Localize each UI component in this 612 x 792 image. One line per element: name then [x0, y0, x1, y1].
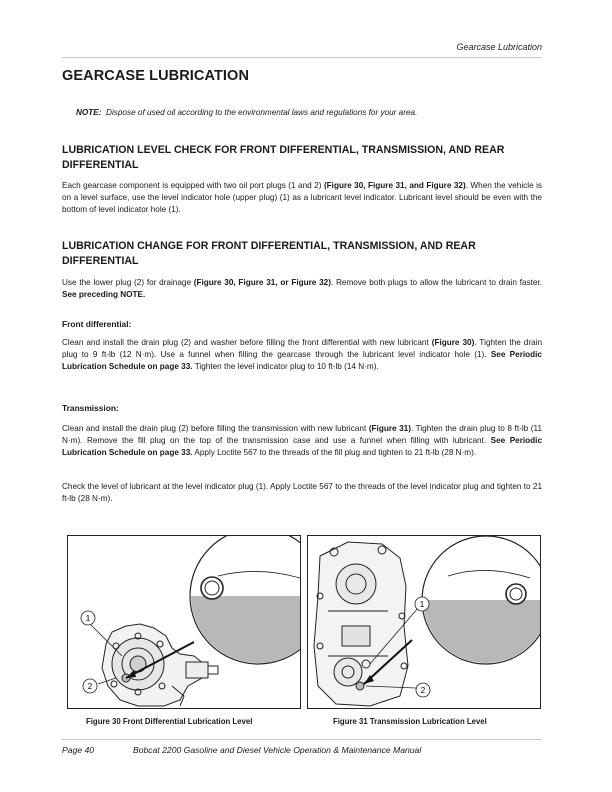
figure-reference: (Figure 31) [368, 424, 411, 433]
section2-heading: LUBRICATION CHANGE FOR FRONT DIFFERENTIAL, TRANSMISSION, AND REAR DIFFERENTIAL [62, 240, 476, 267]
schedule-reference: See Periodic Lubrication Schedule on page 33. [62, 350, 542, 371]
figure-31-illustration [307, 535, 541, 709]
header-rule [62, 57, 542, 58]
figure-31-caption: Figure 31 Transmission Lubrication Level [333, 717, 487, 726]
note-label: NOTE: [76, 108, 102, 117]
front-differential-drawing [68, 536, 300, 708]
callout-1: 1 [419, 600, 425, 609]
text-run: Clean and install the drain plug (2) before filling the transmission with new lubricant [62, 424, 369, 433]
transmission-heading: Transmission: [62, 403, 119, 413]
footer-manual-title: Bobcat 2200 Gasoline and Diesel Vehicle Operation & Maintenance Manual [133, 745, 422, 755]
section2-paragraph [62, 277, 542, 301]
footer-page-number: Page 40 [62, 745, 95, 755]
note-text: Dispose of used oil according to the environmental laws and regulations for your area. [106, 108, 418, 117]
figure-30-illustration [67, 535, 301, 709]
section1-heading: LUBRICATION LEVEL CHECK FOR FRONT DIFFERENTIAL, TRANSMISSION, AND REAR DIFFERENTIAL [62, 144, 505, 171]
footer-rule [62, 739, 542, 740]
front-differential-paragraph [62, 337, 542, 373]
section1-paragraph [62, 180, 542, 216]
figure-reference: (Figure 30, Figure 31, or Figure 32) [193, 278, 331, 287]
text-run: Clean and install the drain plug (2) and washer before filling the front differential with new lubricant [62, 338, 432, 347]
text-run: . Tighten the drain plug to 8 ft-lb (11 N·m). Remove the fill plug on the top of the transmission case and use a funnel when filling with lubricant. [62, 424, 542, 445]
transmission-drawing [308, 536, 540, 708]
text-run: . When the vehicle is on a level surface, use the level indicator hole (upper plug) (1) as a lubricant level indicator. Lubricant level should be even with the bottom of level indicator hole (1). [62, 181, 542, 214]
figure-30-caption: Figure 30 Front Differential Lubrication Level [86, 717, 253, 726]
text-run: Tighten the level indicator plug to 10 ft-lb (14 N·m). [192, 362, 379, 371]
front-differential-heading: Front differential: [62, 319, 132, 329]
check-level-paragraph: Check the level of lubricant at the level indicator plug (1). Apply Loctite 567 to the threads of the level indicator plug and tighten to 21 ft-lb (28 N·m). [62, 482, 542, 503]
text-run: Apply Loctite 567 to the threads of the fill plug and tighten to 21 ft-lb (28 N·m). [192, 448, 477, 457]
text-run: Each gearcase component is equipped with two oil port plugs (1 and 2) [62, 181, 324, 190]
page-title: GEARCASE LUBRICATION [62, 68, 250, 84]
text-run: . Tighten the drain plug to 9 ft-lb (12 N·m). Use a funnel when filling the gearcase through the lubricant level indicator hole (1). [62, 338, 543, 359]
text-run: Use the lower plug (2) for drainage [62, 278, 194, 287]
running-head: Gearcase Lubrication [456, 42, 542, 52]
figure-reference: (Figure 30, Figure 31, and Figure 32) [323, 181, 466, 190]
schedule-reference: See Periodic Lubrication Schedule on page 33. [62, 436, 542, 457]
note-reference: See preceding NOTE. [62, 290, 146, 299]
note [76, 108, 417, 117]
figure-reference: (Figure 30) [431, 338, 475, 347]
text-run: . Remove both plugs to allow the lubricant to drain faster. [330, 278, 543, 287]
callout-1: 1 [85, 614, 91, 623]
transmission-paragraph [62, 423, 542, 459]
callout-2: 2 [420, 686, 426, 695]
callout-2: 2 [87, 682, 93, 691]
